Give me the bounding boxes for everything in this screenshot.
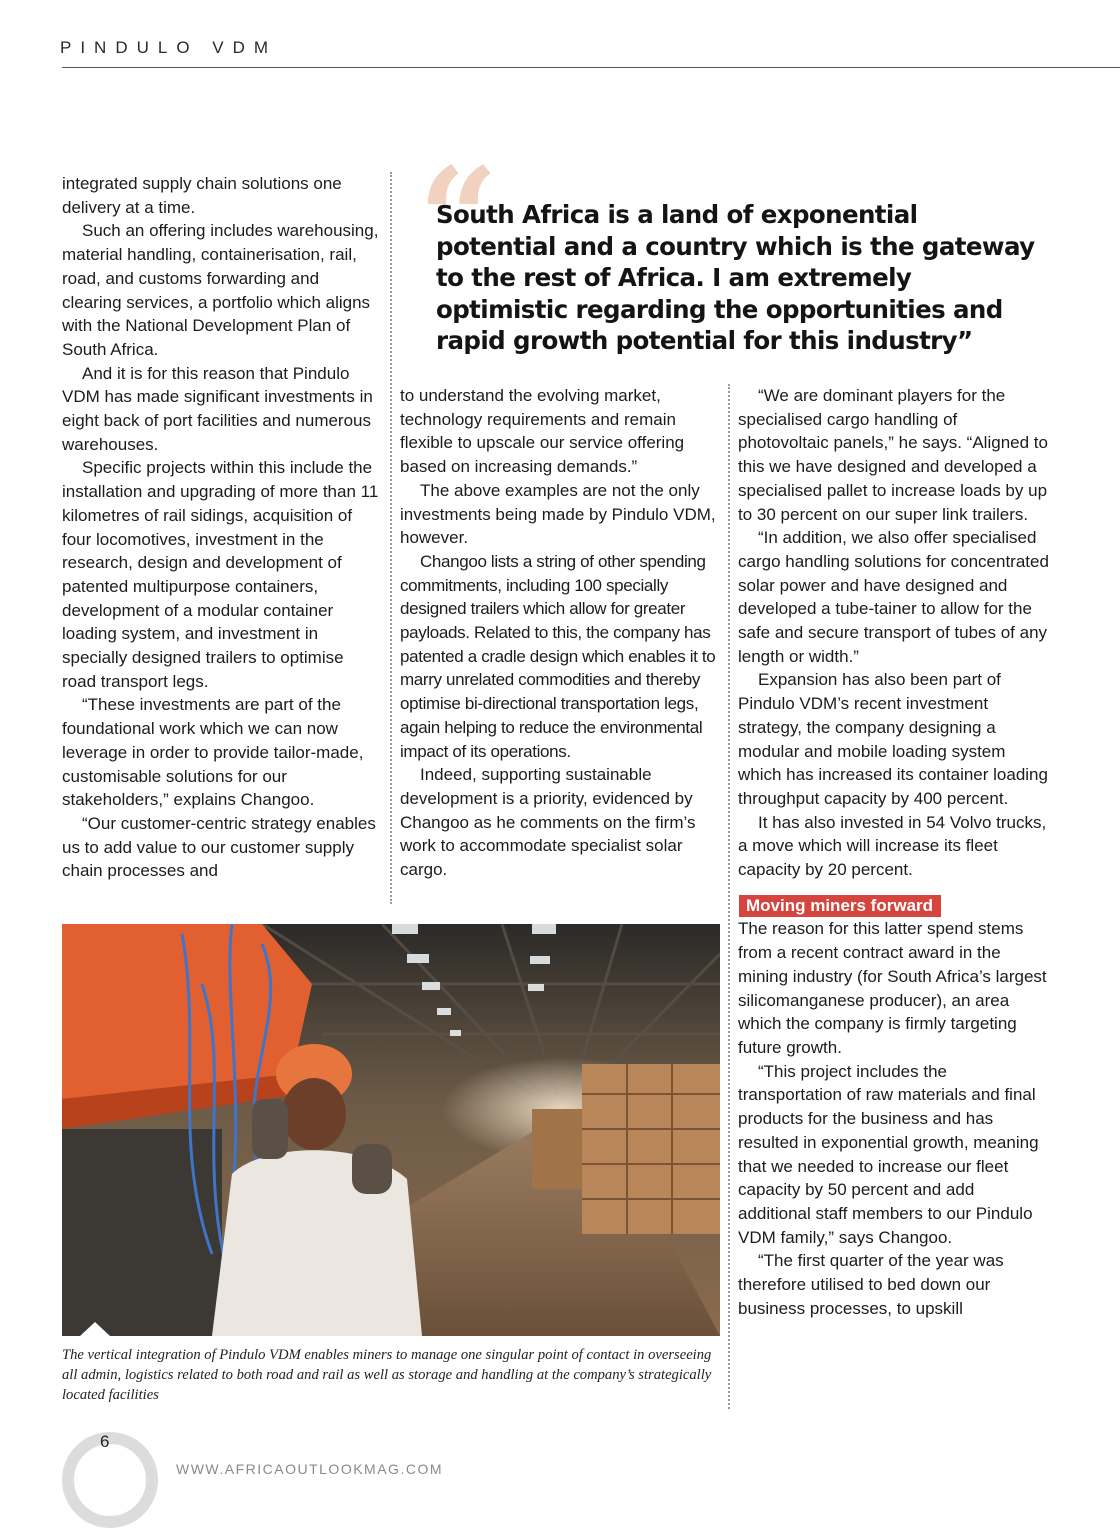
paragraph: to understand the evolving market, technology requirements and remain flexible to upscale our service offering based on increasing demands.”	[400, 386, 685, 477]
paragraph: “We are dominant players for the specialised cargo handling of photovoltaic panels,” he says. “Aligned to this we have designed and developed a specialised pallet to increase loads by up to 30 percent on our super link trailers.	[738, 386, 1048, 524]
photo-notch	[80, 1322, 110, 1336]
page-number: 6	[100, 1432, 110, 1451]
column-divider	[390, 172, 392, 904]
article-column-2	[400, 384, 718, 882]
header-divider	[62, 67, 1120, 68]
paragraph: “This project includes the transportation of raw materials and final products for the business and has resulted in exponential growth, meaning that we needed to increase our fleet capacity by 50 percent and add additional staff members to our Pindulo VDM family,” says Changoo.	[738, 1061, 1039, 1247]
magazine-section-title: PINDULO VDM	[60, 38, 278, 57]
paragraph: Changoo lists a string of other spending commitments, including 100 specially designed trailers which allow for greater payloads. Related to this, the company has patented a cradle design which enables it to marry unrelated commodities and thereby optimise bi-directional transportation legs, again helping to reduce the environmental impact of its operations.	[400, 551, 716, 761]
paragraph: “The first quarter of the year was therefore utilised to bed down our business processes, to upskill	[738, 1251, 1004, 1318]
quote-mark-icon: “	[418, 138, 499, 302]
paragraph: “These investments are part of the foundational work which we can now leverage in order to provide tailor-made, customisable solutions for our stakeholders,” explains Changoo.	[62, 695, 364, 810]
paragraph: The above examples are not the only investments being made by Pindulo VDM, however.	[400, 480, 716, 548]
paragraph: “Our customer-centric strategy enables us to add value to our customer supply chain processes and	[62, 813, 376, 881]
paragraph: It has also invested in 54 Volvo trucks, a move which will increase its fleet capacity by 20 percent.	[738, 812, 1047, 880]
paragraph: “In addition, we also offer specialised cargo handling solutions for concentrated solar power and have designed and developed a tube-tainer to allow for the safe and secure transport of tubes of any length or width.”	[738, 528, 1049, 666]
paragraph: Specific projects within this include the installation and upgrading of more than 11 kilometres of rail sidings, acquisition of four locomotives, investment in the research, design and development of patented multipurpose containers, development of a modular container loading system, and investment in specially designed trailers to optimise road transport legs.	[62, 458, 379, 691]
warehouse-worker-photo	[62, 924, 720, 1336]
page-number-badge	[62, 1432, 158, 1528]
article-photo	[62, 924, 720, 1336]
paragraph: And it is for this reason that Pindulo VDM has made significant investments in eight back of port facilities and numerous warehouses.	[62, 363, 373, 454]
article-column-3	[738, 384, 1050, 1320]
paragraph: The reason for this latter spend stems from a recent contract award in the mining industry (for South Africa’s largest silicomanganese producer), an area which the company is firmly targeting future growth.	[738, 919, 1047, 1057]
article-column-1	[62, 172, 380, 883]
section-heading: Moving miners forward	[739, 895, 941, 917]
pull-quote: South Africa is a land of exponential potential and a country which is the gateway to the rest of Africa. I am extremely optimistic regarding the opportunities and rapid growth potential for this industry”	[436, 200, 1035, 355]
footer-url[interactable]: WWW.AFRICAOUTLOOKMAG.COM	[176, 1461, 443, 1477]
paragraph: Expansion has also been part of Pindulo VDM’s recent investment strategy, the company designing a modular and mobile loading system which has increased its container loading throughput capacity by 400 percent.	[738, 670, 1048, 808]
photo-caption: The vertical integration of Pindulo VDM enables miners to manage one singular point of contact in overseeing all admin, logistics related to both road and rail as well as storage and handling at the company’s strategically located facilities	[62, 1347, 712, 1403]
column-divider	[728, 384, 730, 1409]
paragraph: Indeed, supporting sustainable development is a priority, evidenced by Changoo as he comments on the firm’s work to accommodate specialist solar cargo.	[400, 765, 696, 880]
paragraph: integrated supply chain solutions one delivery at a time.	[62, 174, 342, 217]
paragraph: Such an offering includes warehousing, material handling, containerisation, rail, road, and customs forwarding and clearing services, a portfolio which aligns with the National Development Plan of South Africa.	[62, 221, 379, 359]
